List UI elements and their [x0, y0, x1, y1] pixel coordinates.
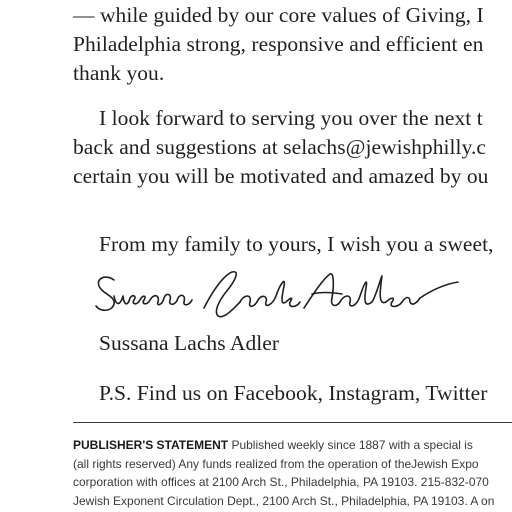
letter-line: certain you will be motivated and amazed by ou [73, 164, 489, 188]
signer-name: Sussana Lachs Adler [99, 331, 280, 355]
statement-text: Published weekly since 1887 with a special is [231, 438, 473, 452]
section-divider [73, 422, 512, 423]
statement-heading: PUBLISHER'S STATEMENT [73, 438, 229, 452]
letter-line: thank you. [73, 61, 165, 85]
letter-line: back and suggestions at selachs@jewishphilly.c [73, 135, 486, 159]
statement-line: (all rights reserved) Any funds realized from the operation of theJewish Expo [73, 456, 479, 471]
statement-line: Jewish Exponent Circulation Dept., 2100 Arch St., Philadelphia, PA 19103. A on [73, 493, 495, 508]
publisher-statement [73, 436, 512, 510]
handwritten-signature [90, 266, 462, 320]
closing-line: From my family to yours, I wish you a sweet, [99, 232, 494, 256]
statement-line: corporation with offices at 2100 Arch St., Philadelphia, PA 19103. 215-832-070 [73, 475, 489, 489]
letter-line: I look forward to serving you over the next t [99, 106, 483, 130]
postscript: P.S. Find us on Facebook, Instagram, Twitter [99, 381, 488, 405]
letter-line: Philadelphia strong, responsive and efficient en [73, 32, 484, 56]
letter-line: — while guided by our core values of Giving, I [73, 3, 484, 27]
statement-line [73, 436, 512, 455]
